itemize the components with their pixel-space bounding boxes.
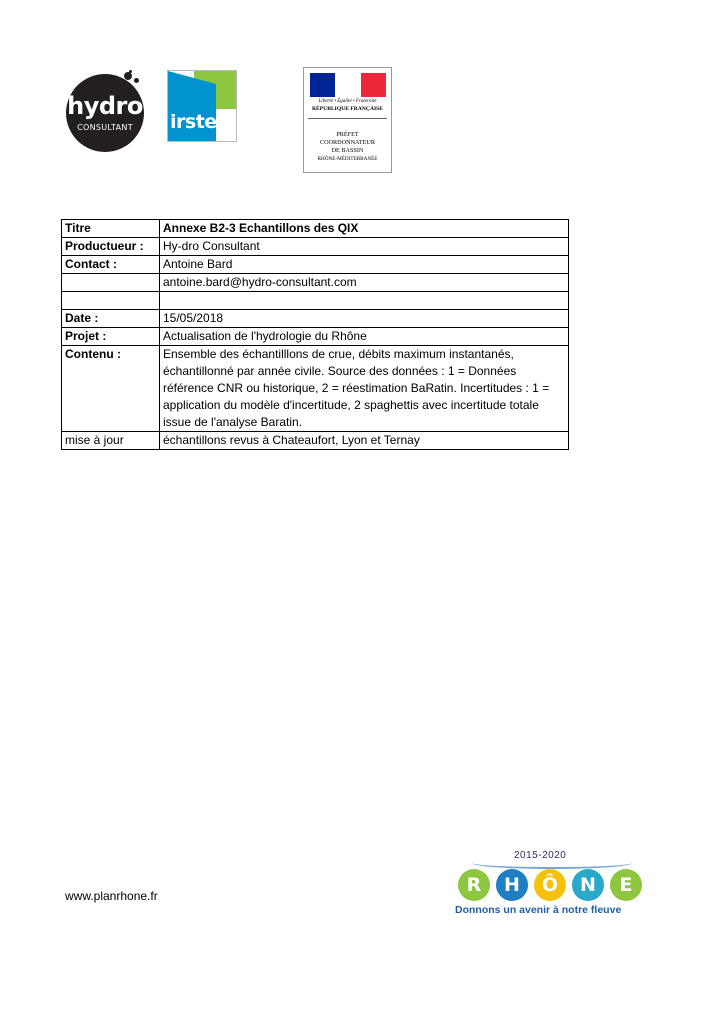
hydro-logo-subtext: CONSULTANT bbox=[77, 123, 133, 132]
row-label: Projet : bbox=[62, 328, 160, 346]
plan-slogan: Donnons un avenir à notre fleuve bbox=[455, 904, 622, 916]
table-row bbox=[62, 432, 569, 450]
row-label: Date : bbox=[62, 310, 160, 328]
hydro-bubble bbox=[124, 72, 132, 80]
rhone-letter-circle: H bbox=[496, 869, 528, 901]
row-label bbox=[62, 292, 160, 310]
table-row bbox=[62, 220, 569, 238]
rhone-letter-circle: Ô bbox=[534, 869, 566, 901]
rhone-letter-circle: E bbox=[610, 869, 642, 901]
metadata-table bbox=[61, 219, 569, 450]
prefet-logo bbox=[303, 67, 392, 173]
prefet-line: DE BASSIN bbox=[331, 147, 364, 154]
flag-white-band bbox=[335, 73, 360, 97]
irstea-logo bbox=[167, 70, 237, 142]
row-value: 15/05/2018 bbox=[160, 310, 569, 328]
row-label: mise à jour bbox=[62, 432, 160, 450]
prefet-line: COORDONNATEUR bbox=[319, 139, 375, 146]
hydro-consultant-logo bbox=[66, 70, 148, 152]
table-row bbox=[62, 346, 569, 432]
row-label: Contenu : bbox=[62, 346, 160, 432]
row-value: Ensemble des échantilllons de crue, débits maximum instantanés, échantillonné par année civile. Source des données : 1 = Données référence CNR ou historique, 2 = réestimation BaRatin. Incertitudes : 1 = application du modèle d'incertitude, 2 spaghettis avec incertitude totale issue de l'analyse Baratin. bbox=[160, 346, 569, 432]
flag-red-band bbox=[361, 73, 386, 97]
row-value: Antoine Bard bbox=[160, 256, 569, 274]
plan-years: 2015-2020 bbox=[514, 850, 567, 861]
row-value bbox=[160, 292, 569, 310]
website-url[interactable]: www.planrhone.fr bbox=[65, 889, 158, 903]
table-row bbox=[62, 238, 569, 256]
republic-name: RÉPUBLIQUE FRANÇAISE bbox=[311, 106, 384, 112]
row-value: antoine.bard@hydro-consultant.com bbox=[160, 274, 569, 292]
french-flag bbox=[310, 73, 386, 97]
plan-swoosh bbox=[472, 857, 632, 869]
rhone-letter-circle: R bbox=[458, 869, 490, 901]
prefet-line: RHÔNE-MÉDITERRANÉE bbox=[317, 156, 378, 162]
hydro-bubble bbox=[134, 78, 139, 83]
hydro-bubble bbox=[129, 70, 132, 73]
prefet-divider bbox=[308, 118, 387, 119]
row-value: échantillons revus à Chateaufort, Lyon et Ternay bbox=[160, 432, 569, 450]
flag-blue-band bbox=[310, 73, 335, 97]
row-label: Productueur : bbox=[62, 238, 160, 256]
row-label: Titre bbox=[62, 220, 160, 238]
table-row bbox=[62, 256, 569, 274]
row-value: Annexe B2-3 Echantillons des QIX bbox=[160, 220, 569, 238]
row-label bbox=[62, 274, 160, 292]
row-label: Contact : bbox=[62, 256, 160, 274]
table-row bbox=[62, 292, 569, 310]
irstea-logo-text: irstea bbox=[170, 111, 229, 133]
rhone-letter-circle: N bbox=[572, 869, 604, 901]
row-value: Actualisation de l'hydrologie du Rhône bbox=[160, 328, 569, 346]
hydro-logo-text: hydro bbox=[67, 92, 143, 120]
plan-rhone-logo bbox=[452, 849, 647, 919]
row-value: Hy-dro Consultant bbox=[160, 238, 569, 256]
prefet-line: PRÉFET bbox=[336, 131, 359, 138]
table-row bbox=[62, 310, 569, 328]
republic-motto: Liberté • Égalité • Fraternité bbox=[318, 99, 377, 104]
table-row bbox=[62, 328, 569, 346]
table-row bbox=[62, 274, 569, 292]
